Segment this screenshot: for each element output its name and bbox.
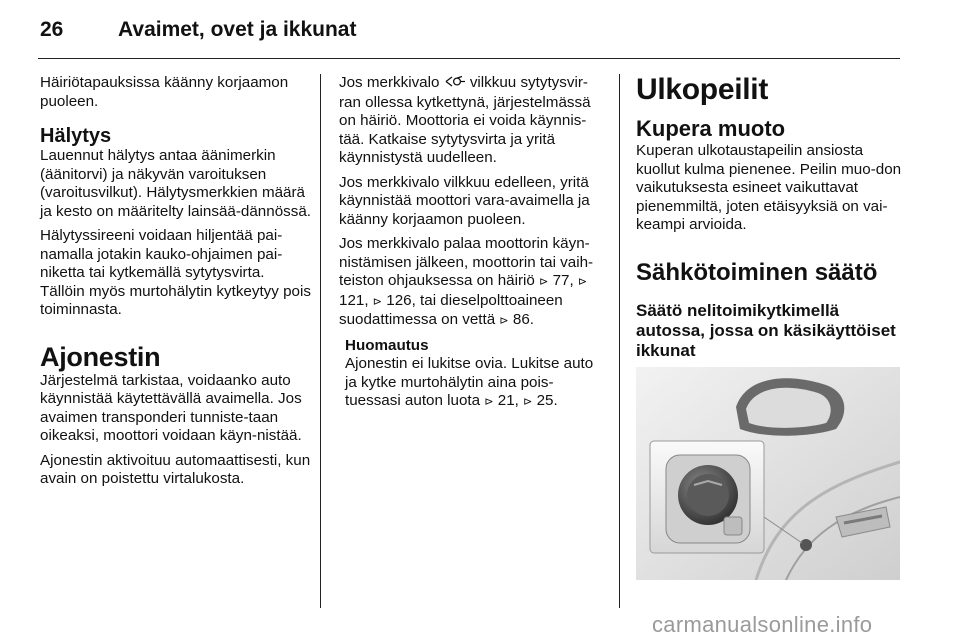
note-box <box>345 337 605 412</box>
page-reference[interactable]: 86. <box>512 311 534 328</box>
immobiliser-paragraph-2: Ajonestin aktivoituu automaattisesti, kun avain on poistettu virtalukosta. <box>40 451 311 487</box>
column-divider-2 <box>619 74 620 608</box>
intro-paragraph: Häiriötapauksissa käänny korjaamon puoleen. <box>40 74 289 110</box>
text-span: Jos merkkivalo <box>339 74 440 91</box>
page-reference-icon: ⊳ <box>523 395 533 408</box>
note-text <box>345 355 605 412</box>
alarm-paragraph-1: Lauennut hälytys antaa äänimerkin (äänitorvi) ja näkyvän varoituksen (varoitusvilkut). Hälytysmerkkien määrä ja kesto on määritelty lainsää-dännössä. <box>40 147 311 220</box>
header-rule <box>38 58 900 59</box>
immobiliser-indicator-icon <box>444 76 470 91</box>
page-reference[interactable]: 25. <box>536 392 558 409</box>
page-reference-icon: ⊳ <box>577 275 588 288</box>
page-reference[interactable]: 21, <box>497 392 519 409</box>
column-right <box>636 74 904 361</box>
column-divider-1 <box>320 74 321 608</box>
page-title: Avaimet, ovet ja ikkunat <box>118 18 357 41</box>
text-span: Ajonestin ei lukitse ovia. Lukitse auto ja kytke murtohälytin aina pois-tuessasi auton luota <box>345 355 594 409</box>
switch-heading: Säätö nelitoimikytkimellä autossa, jossa on käsikäyttöiset ikkunat <box>636 300 896 360</box>
page-number: 26 <box>40 18 64 41</box>
page-reference[interactable]: 121, <box>339 291 369 309</box>
watermark: carmanualsonline.info <box>652 612 873 637</box>
indicator-paragraph-1 <box>339 74 605 168</box>
text-span: vilkkuu sytytysvir-ran ollessa kytkettynä, järjestelmässä on häiriö. Moottoria ei voida käynnis-tää. Katkaise sytytysvirta ja yritä käynnistystä uudelleen. <box>339 74 591 166</box>
page-reference[interactable]: 77, <box>552 272 574 289</box>
indicator-paragraph-2: Jos merkkivalo vilkkuu edelleen, yritä käynnistää moottori vara-avaimella ja käänny korjaamon puoleen. <box>339 173 590 228</box>
convex-heading: Kupera muoto <box>636 116 786 141</box>
alarm-paragraph-2: Hälytyssireeni voidaan hiljentää pai-namalla jotakin kauko-ohjaimen pai-niketta tai kytkemällä sytytysvirta. Tällöin myös murtohälytin kytkeytyy pois toiminnasta. <box>40 227 311 318</box>
page-reference-icon: ⊳ <box>372 294 383 308</box>
alarm-heading: Hälytys <box>40 125 112 147</box>
column-middle <box>339 74 605 412</box>
mirrors-heading: Ulkopeilit <box>636 73 769 106</box>
page-reference-icon: ⊳ <box>539 275 549 288</box>
convex-paragraph: Kuperan ulkotaustapeilin ansiosta kuollut kulma pienenee. Peilin muo-don vaikutuksesta esineet vaikuttavat pienemmiltä, joten etäisyyksiä on vai-keampi arvioida. <box>636 142 902 233</box>
indicator-paragraph-3 <box>339 235 605 331</box>
electric-adjust-heading: Sähkötoiminen säätö <box>636 258 878 286</box>
page-reference[interactable]: 126, <box>386 291 416 309</box>
page-reference-icon: ⊳ <box>499 314 509 327</box>
immobiliser-heading: Ajonestin <box>40 341 161 372</box>
note-title: Huomautus <box>345 336 429 354</box>
mirror-switch-photo <box>636 367 900 580</box>
page-reference-icon: ⊳ <box>484 395 494 408</box>
immobiliser-paragraph-1: Järjestelmä tarkistaa, voidaanko auto käynnistää käytettävällä avaimella. Jos avaimen transponderi tunniste-taan oikeaksi, moottori voidaan käyn-nistää. <box>40 371 302 444</box>
text-span: tai dieselpolttoaineen suodattimessa on vettä <box>339 291 563 328</box>
text-span: Jos merkkivalo palaa moottorin käyn-nistämisen jälkeen, moottorin tai vaih-teiston ohjauksessa on häiriö <box>339 235 594 289</box>
column-left <box>40 74 312 489</box>
